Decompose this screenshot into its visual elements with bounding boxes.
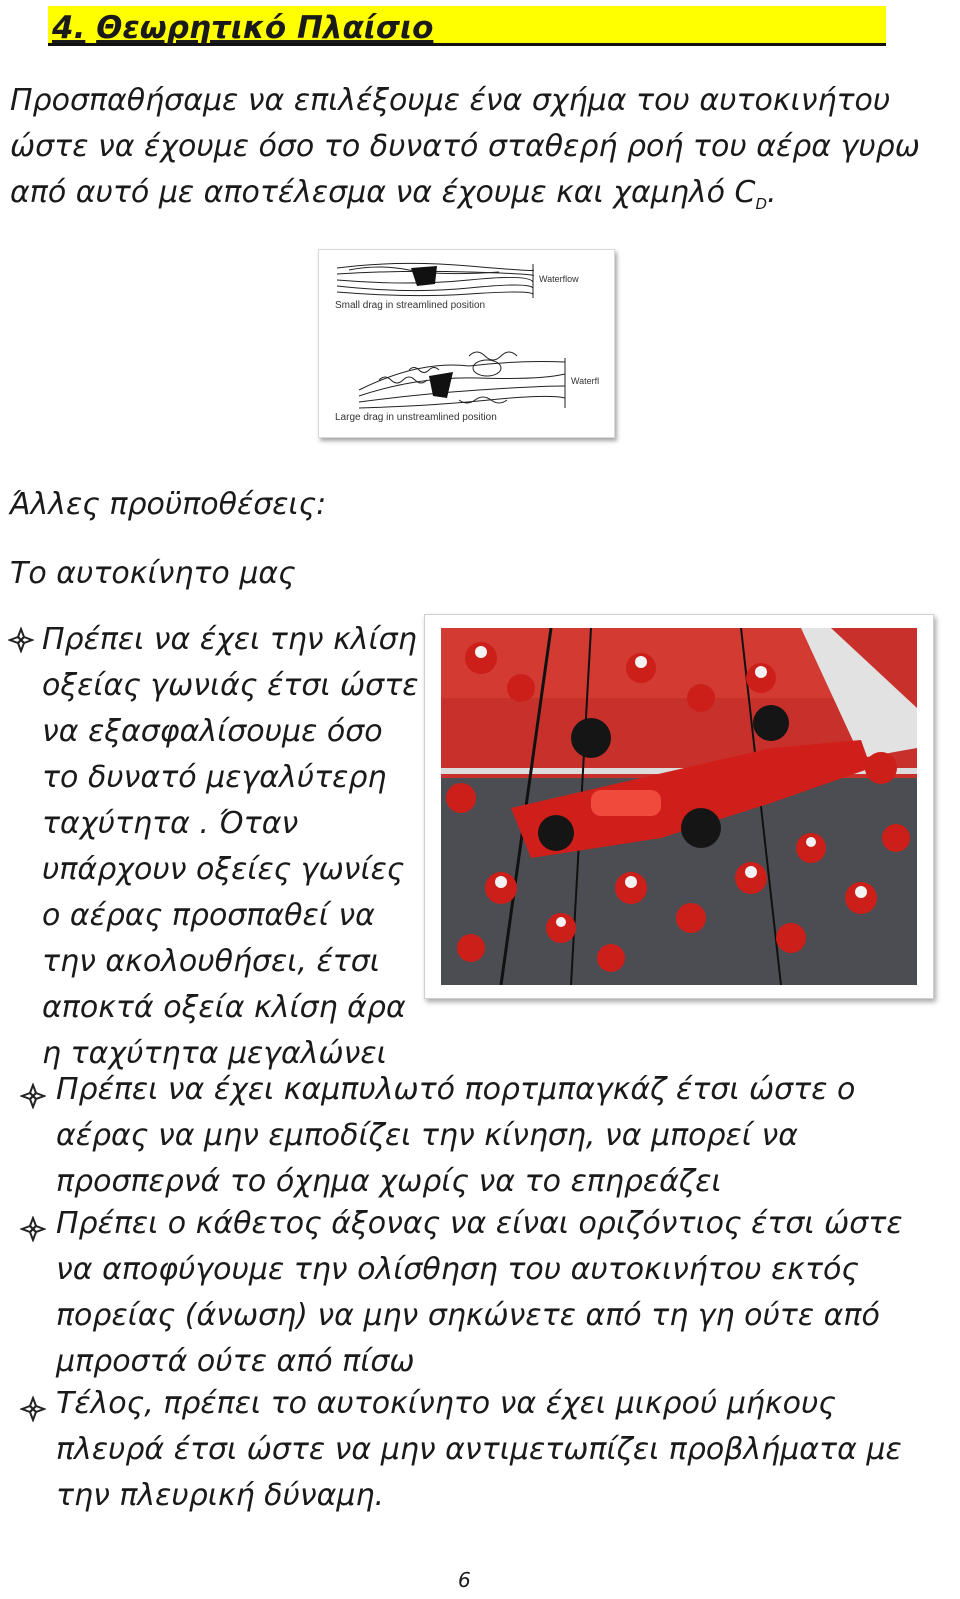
page-number: 6 xyxy=(458,1568,471,1592)
diamond-bullet-icon xyxy=(20,1396,46,1422)
bullet-short-side: Τέλος, πρέπει το αυτοκίνητο να έχει μικρού μήκους πλευρά έτσι ώστε να μην αντιμετωπίζει προβλήματα με την πλευρική δύναμη. xyxy=(56,1386,902,1513)
waterflow-label-bottom: Waterfl xyxy=(571,376,600,386)
caption-small-drag: Small drag in streamlined position xyxy=(335,300,486,311)
pit-stop-photo xyxy=(424,614,934,999)
section-heading xyxy=(48,6,886,46)
waterflow-label-top: Waterflow xyxy=(539,274,579,284)
pit-stop-image xyxy=(441,628,917,985)
car-intro: Το αυτοκίνητο μας xyxy=(10,556,296,591)
conditions-heading: Άλλες προϋποθέσεις: xyxy=(10,487,327,522)
bullet-horizontal-axis: Πρέπει ο κάθετος άξονας να είναι οριζόντιος έτσι ώστε να αποφύγουμε την ολίσθηση του αυτοκινήτου εκτός πορείας (άνωση) να μην σηκώνετε από τη γη ούτε από μπροστά ούτε από πίσω xyxy=(56,1206,903,1379)
bullet-acute-angle: Πρέπει να έχει την κλίση οξείας γωνιάς έτσι ώστε να εξασφαλίσουμε όσο το δυνατό μεγαλύτερη ταχύτητα . Όταν υπάρχουν οξείες γωνίες ο αέρας προσπαθεί να την ακολουθήσει, έτσι αποκτά οξεία κλίση άρα η ταχύτητα μεγαλώνει xyxy=(42,622,419,1071)
diamond-bullet-icon xyxy=(20,1216,46,1242)
intro-text: Προσπαθήσαμε να επιλέξουμε ένα σχήμα του αυτοκινήτου ώστε να έχουμε όσο το δυνατό σταθερή ροή του αέρα γυρω από αυτό με αποτέλεσμα να έχουμε και χαμηλό C xyxy=(10,83,920,210)
section-title: Θεωρητικό Πλαίσιο xyxy=(96,10,434,46)
caption-large-drag: Large drag in unstreamlined position xyxy=(335,412,497,423)
bullet-curved-trunk: Πρέπει να έχει καμπυλωτό πορτμπαγκάζ έτσι ώστε ο αέρας να μην εμποδίζει την κίνηση, να μπορεί να προσπερνά το όχημα χωρίς να το επηρεάζει xyxy=(56,1072,856,1199)
intro-end: . xyxy=(767,175,777,210)
diamond-bullet-icon xyxy=(8,627,34,653)
diamond-bullet-icon xyxy=(20,1083,46,1109)
drag-diagram-figure xyxy=(318,249,615,438)
section-number: 4. xyxy=(52,10,86,46)
intro-paragraph xyxy=(10,78,945,227)
intro-subscript: D xyxy=(755,195,768,213)
